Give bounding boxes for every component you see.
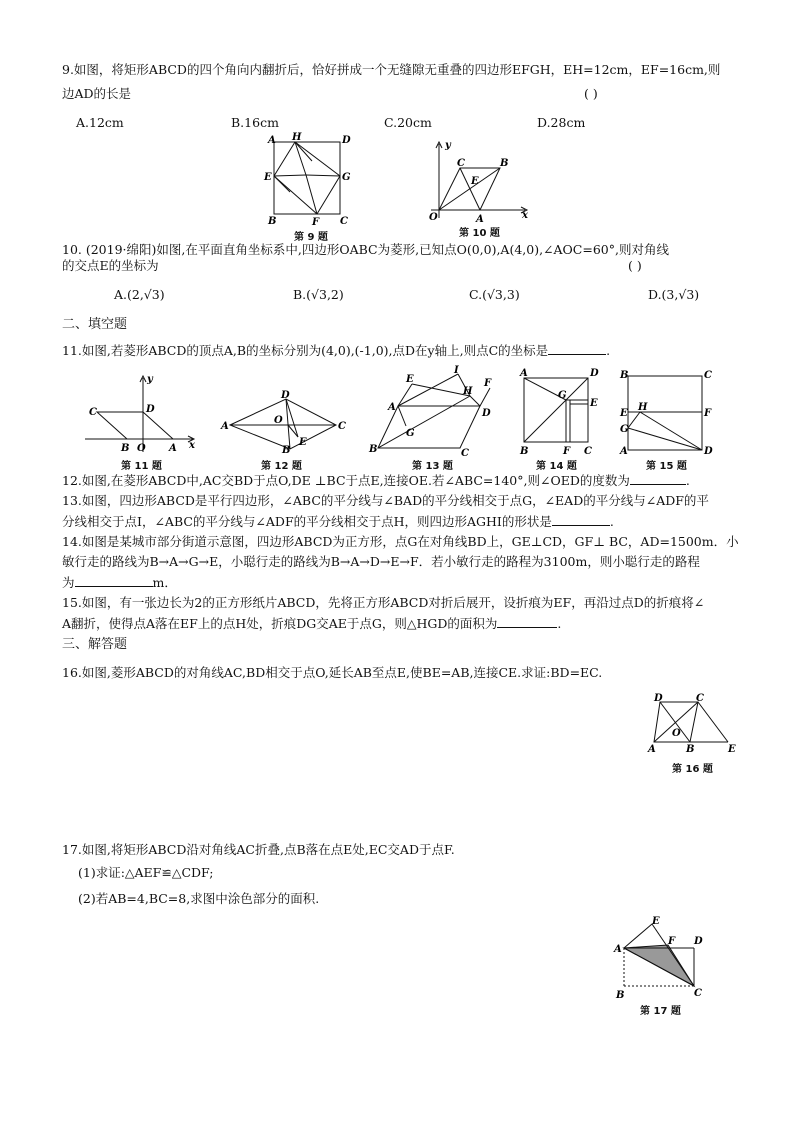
fig10-label-a: A	[476, 214, 484, 225]
fig11-label-y: y	[147, 374, 153, 385]
q16-text: 16.如图,菱形ABCD的对角线AC,BD相交于点O,延长AB至点E,使BE=AB,连接CE.求证:BD=EC.	[62, 665, 603, 680]
fig15-label-f: F	[704, 408, 712, 419]
q9-line1: 9.如图，将矩形ABCD的四个角向内翻折后，恰好拼成一个无缝隙无重叠的四边形EFGH，EH=12cm，EF=16cm,则	[62, 62, 721, 77]
q14-line1: 14.如图是某城市部分街道示意图，四边形ABCD为正方形，点G在对角线BD上，GE⊥CD，GF⊥ BC，AD=1500m．小	[62, 534, 739, 549]
fig16-label-d: D	[654, 693, 663, 704]
q9-option-a: A.12cm	[76, 115, 124, 130]
fig16-label-e: E	[728, 744, 736, 755]
fig10-caption: 第 10 题	[459, 228, 500, 239]
q9-option-d: D.28cm	[537, 115, 586, 130]
fig13-label-i: I	[454, 365, 459, 376]
fig14-label-e: E	[590, 398, 598, 409]
q10-line1: 10. (2019·绵阳)如图,在平面直角坐标系中,四边形OABC为菱形,已知点O(0,0),A(4,0),∠AOC=60°,则对角线	[62, 242, 669, 257]
fig17-label-e: E	[652, 916, 660, 927]
q15-line1: 15.如图，有一张边长为2的正方形纸片ABCD，先将正方形ABCD对折后展开，设折痕为EF，再沿过点D的折痕将∠	[62, 595, 705, 610]
fig10-label-e: E	[471, 176, 479, 187]
fig16-caption: 第 16 题	[672, 764, 713, 775]
q10-line2: 的交点E的坐标为	[62, 258, 159, 273]
fig16-label-a: A	[648, 744, 656, 755]
q11-answer-blank[interactable]	[548, 342, 606, 355]
fig15-label-a: A	[620, 446, 628, 457]
fig14-label-d: D	[590, 368, 599, 379]
fig11-label-x: x	[189, 440, 195, 451]
fig14-label-b: B	[520, 446, 529, 457]
fig15-label-b: B	[620, 370, 629, 381]
fig17-label-f: F	[668, 936, 676, 947]
fig13-label-g: G	[406, 428, 415, 439]
fig13-caption: 第 13 题	[412, 461, 453, 472]
q9-line2: 边AD的长是	[62, 86, 132, 101]
fig14-label-f: F	[563, 446, 571, 457]
fig11-caption: 第 11 题	[121, 461, 162, 472]
q11-text: 11.如图,若菱形ABCD的顶点A,B的坐标分别为(4,0),(-1,0),点D在y轴上,则点C的坐标是 .	[62, 343, 611, 358]
fig15-caption: 第 15 题	[646, 461, 687, 472]
figure-15	[616, 368, 716, 456]
fig12-label-b: B	[282, 445, 291, 456]
fig12-caption: 第 12 题	[261, 461, 302, 472]
fig14-label-g: G	[558, 390, 567, 401]
q15-line2: A翻折，使得点A落在EF上的点H处，折痕DG交AE于点G，则△HGD的面积为 .	[62, 616, 562, 631]
q13-line2: 分线相交于点I，∠ABC的平分线与∠ADF的平分线相交于点H，则四边形AGHI的形状是 .	[62, 514, 614, 529]
q14-line2: 敏行走的路线为B→A→G→E，小聪行走的路线为B→A→D→E→F．若小敏行走的路程为3100m，则小聪行走的路程	[62, 554, 700, 569]
q10-option-c: C.(√3,3)	[469, 287, 520, 302]
q12-text: 12.如图,在菱形ABCD中,AC交BD于点O,DE ⊥BC于点E,连接OE.若∠ABC=140°,则∠OED的度数为 .	[62, 473, 690, 488]
fig13-label-f: F	[484, 378, 492, 389]
section-fill-in-title: 二、填空题	[62, 317, 128, 332]
fig12-label-a: A	[221, 421, 229, 432]
fig10-label-c: C	[457, 158, 465, 169]
fig11-label-a: A	[169, 443, 177, 454]
q11-statement: 11.如图,若菱形ABCD的顶点A,B的坐标分别为(4,0),(-1,0),点D在y轴上,则点C的坐标是	[62, 343, 549, 358]
figure-13	[364, 365, 498, 459]
q9-option-b: B.16cm	[231, 115, 279, 130]
fig15-label-c: C	[704, 370, 712, 381]
figure-11	[85, 372, 197, 456]
q17-part2: (2)若AB=4,BC=8,求图中涂色部分的面积.	[78, 891, 320, 906]
fig12-label-c: C	[338, 421, 346, 432]
fig13-label-d: D	[482, 408, 491, 419]
figure-14	[514, 368, 600, 456]
fig10-label-o: O	[429, 212, 438, 223]
figure-12	[220, 389, 350, 455]
fig17-label-d: D	[694, 936, 703, 947]
q15-answer-blank[interactable]	[497, 615, 557, 628]
fig12-label-e: E	[299, 437, 307, 448]
fig9-label-b: B	[268, 216, 277, 227]
fig17-caption: 第 17 题	[640, 1006, 681, 1017]
section-answer-title: 三、解答题	[62, 637, 128, 652]
q12-statement: 12.如图,在菱形ABCD中,AC交BD于点O,DE ⊥BC于点E,连接OE.若∠ABC=140°,则∠OED的度数为	[62, 473, 630, 488]
q9-bracket: ( )	[584, 86, 598, 101]
fig9-label-a: A	[268, 135, 276, 146]
fig9-label-g: G	[342, 172, 351, 183]
fig15-label-h: H	[638, 402, 648, 413]
q9-option-c: C.20cm	[384, 115, 432, 130]
fig15-label-g: G	[620, 424, 629, 435]
fig9-label-h: H	[292, 132, 302, 143]
fig9-label-d: D	[342, 135, 351, 146]
q14-answer-blank[interactable]	[75, 574, 153, 587]
fig17-label-c: C	[694, 988, 702, 999]
fig13-label-a: A	[388, 402, 396, 413]
fig9-label-f: F	[312, 217, 320, 228]
q10-option-d: D.(3,√3)	[648, 287, 700, 302]
q13-line1: 13.如图，四边形ABCD是平行四边形，∠ABC的平分线与∠BAD的平分线相交于点G，∠EAD的平分线与∠ADF的平	[62, 493, 709, 508]
figure-16	[646, 690, 746, 756]
q14-line3: 为 m．	[62, 575, 177, 590]
fig13-label-c: C	[461, 448, 469, 459]
q12-answer-blank[interactable]	[630, 472, 686, 485]
fig11-label-d: D	[146, 404, 155, 415]
fig12-label-d: D	[281, 390, 290, 401]
fig15-label-e: E	[620, 408, 628, 419]
q10-bracket: ( )	[628, 258, 642, 273]
fig16-label-c: C	[696, 693, 704, 704]
fig11-label-c: C	[89, 407, 97, 418]
fig13-label-e: E	[406, 374, 414, 385]
fig13-label-b: B	[369, 444, 378, 455]
figure-10	[425, 138, 535, 230]
fig14-label-a: A	[520, 368, 528, 379]
fig10-label-b: B	[500, 158, 509, 169]
fig17-label-a: A	[614, 944, 622, 955]
q10-option-a: A.(2,√3)	[114, 287, 165, 302]
figure-17	[610, 914, 710, 1002]
fig14-caption: 第 14 题	[536, 461, 577, 472]
fig11-label-b: B	[121, 443, 130, 454]
q10-option-b: B.(√3,2)	[293, 287, 344, 302]
fig12-label-o: O	[274, 415, 283, 426]
fig13-label-h: H	[463, 386, 473, 397]
fig11-label-o: O	[137, 443, 146, 454]
fig14-label-c: C	[584, 446, 592, 457]
fig9-caption: 第 9 题	[294, 232, 328, 243]
fig16-label-o: O	[672, 728, 681, 739]
q13-answer-blank[interactable]	[552, 513, 610, 526]
fig9-label-e: E	[264, 172, 272, 183]
fig16-label-b: B	[686, 744, 695, 755]
fig10-label-x: x	[522, 210, 528, 221]
fig9-label-c: C	[340, 216, 348, 227]
fig17-label-b: B	[616, 990, 625, 1001]
figure-9	[262, 134, 362, 234]
q17-part1: (1)求证:△AEF≌△CDF;	[78, 865, 214, 880]
fig10-label-y: y	[445, 140, 451, 151]
q17-line1: 17.如图,将矩形ABCD沿对角线AC折叠,点B落在点E处,EC交AD于点F.	[62, 842, 455, 857]
fig15-label-d: D	[704, 446, 713, 457]
